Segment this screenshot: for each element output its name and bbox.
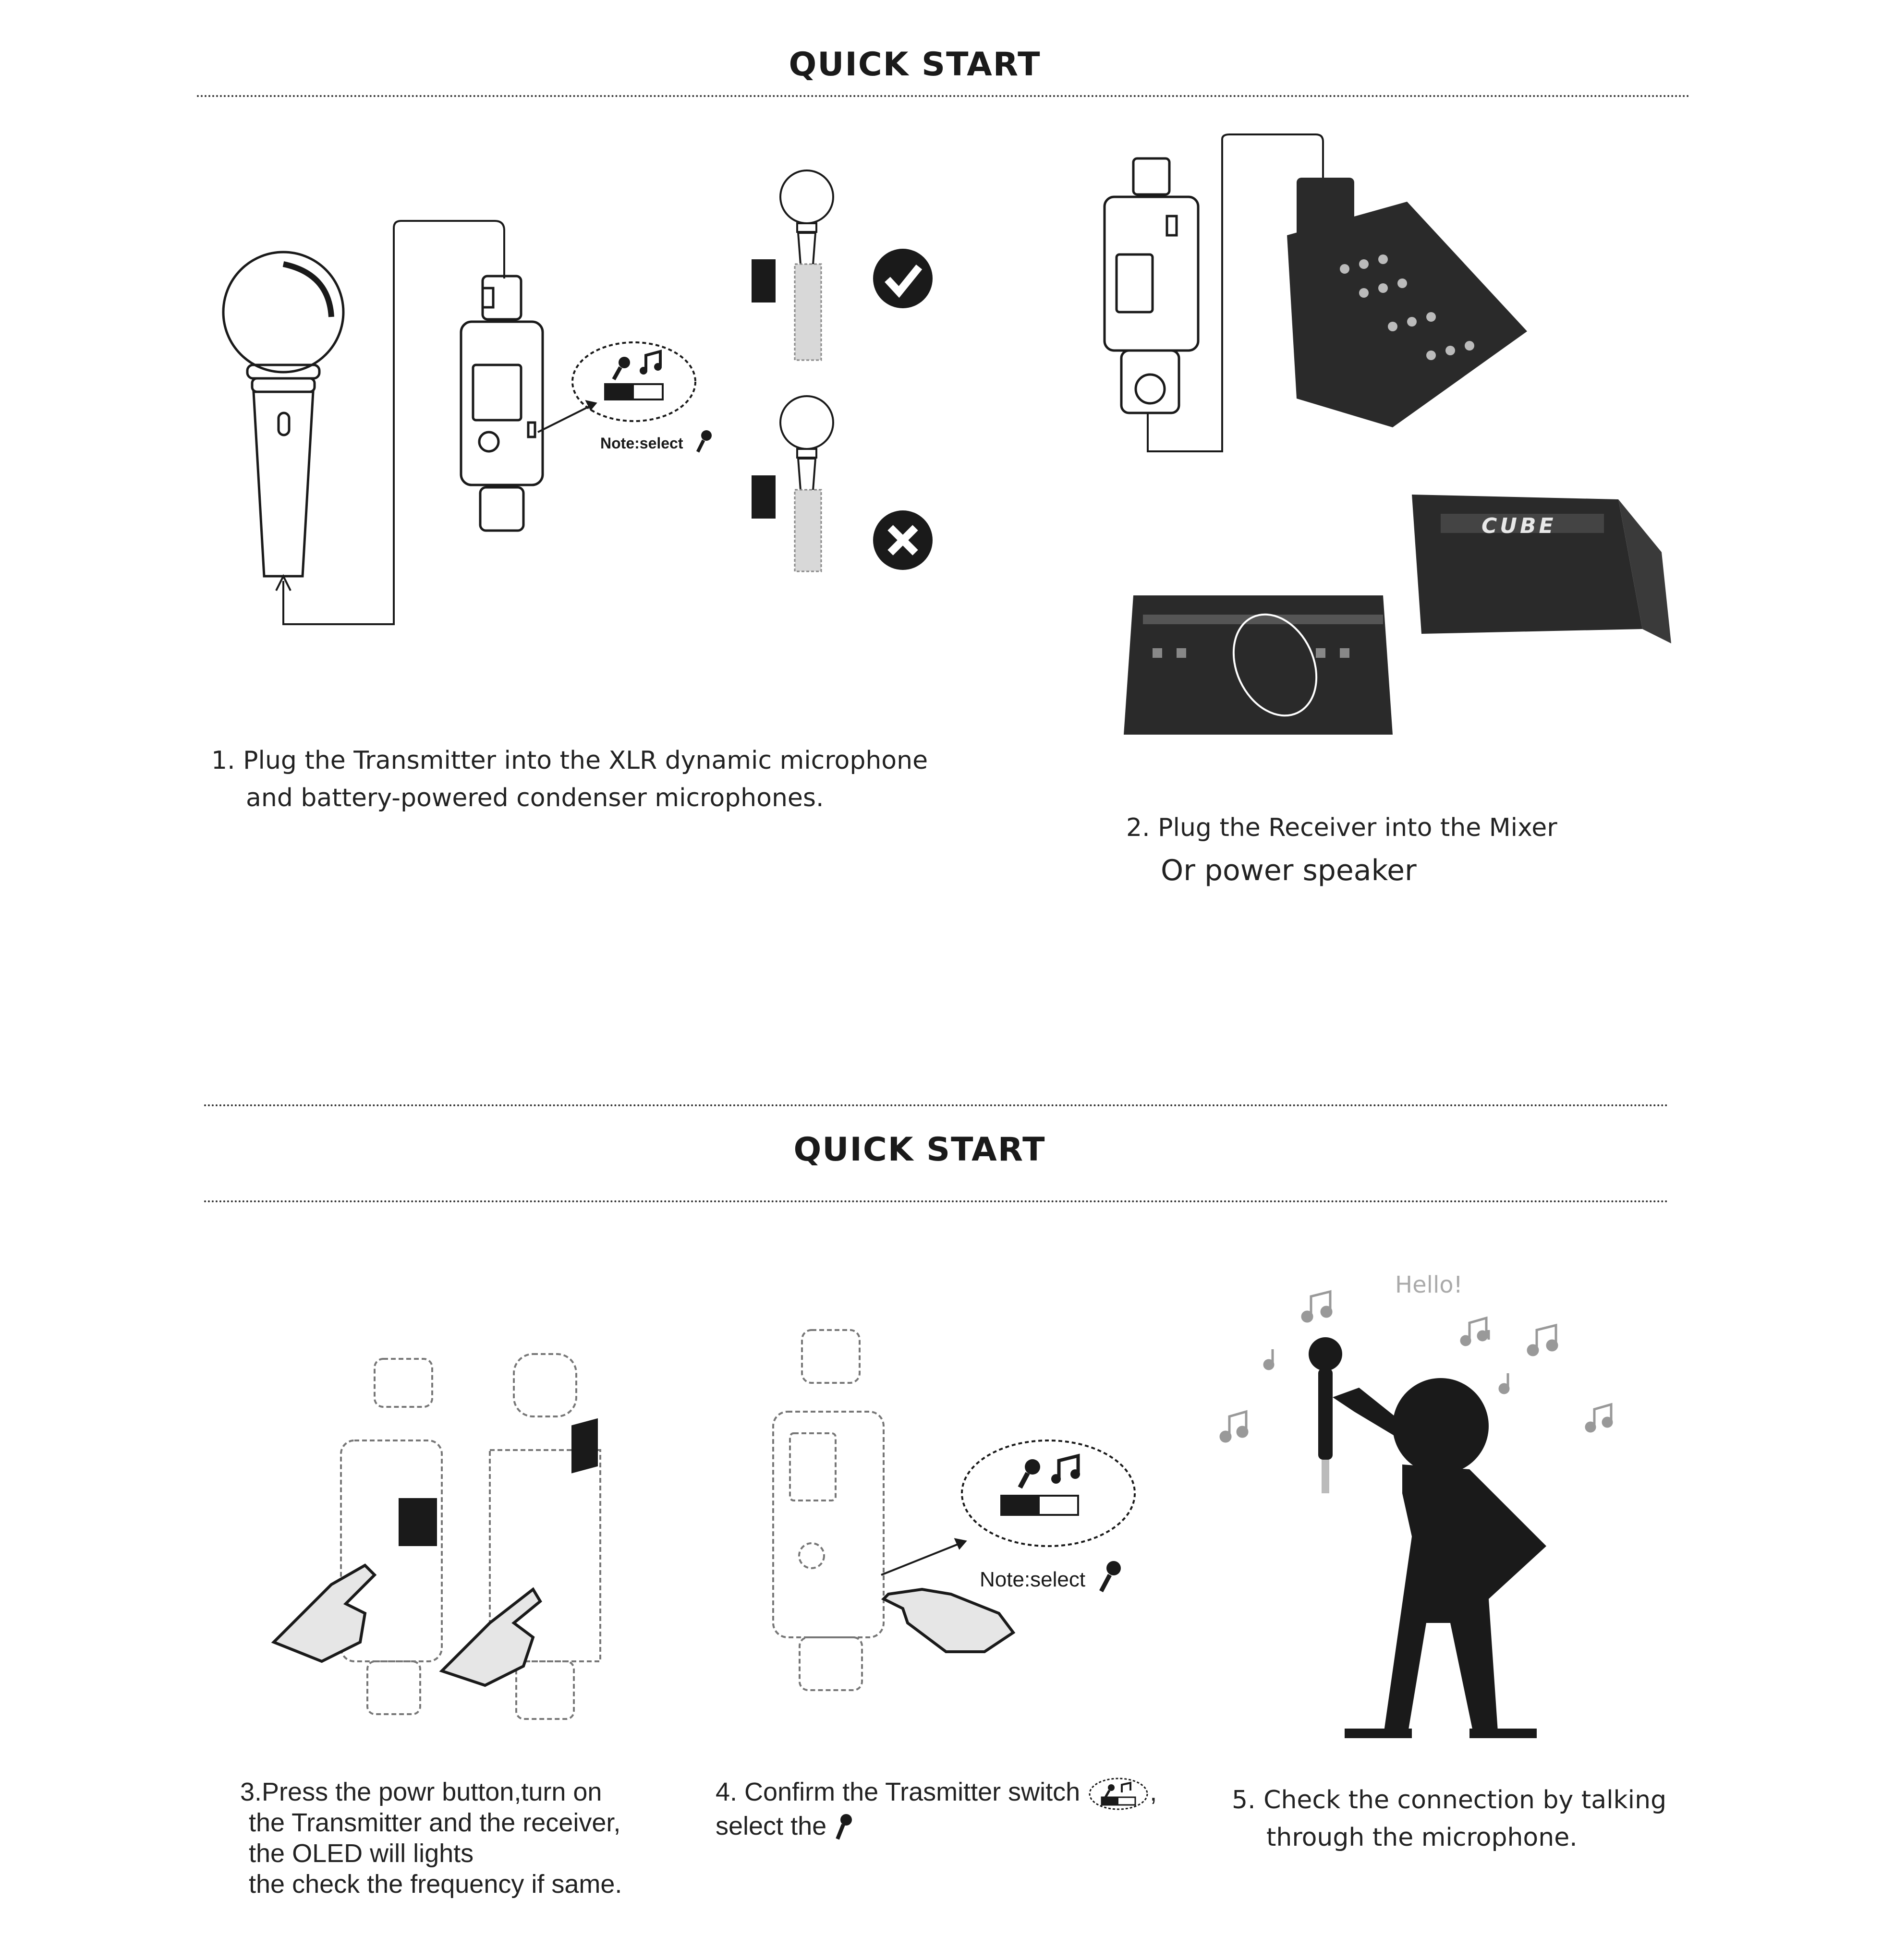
step4-caption-line2-row <box>716 1811 1239 1842</box>
step4-note-label: Note:select <box>980 1568 1086 1591</box>
pointing-hand-icon <box>884 1589 1013 1652</box>
step2-receiver-mixer <box>1095 130 1575 466</box>
step5-caption-line2: through the microphone. <box>1266 1823 1578 1852</box>
mode-switch-bubble-icon <box>962 1440 1135 1546</box>
step1-caption-line2: and battery-powered condenser microphones. <box>246 784 824 812</box>
section1-top-rule <box>197 95 1690 97</box>
step4-caption-line1-row <box>716 1777 1239 1811</box>
pointer-arrow-icon <box>881 1539 965 1575</box>
mode-switch-inline-icon <box>1087 1777 1150 1811</box>
section1-heading: QUICK START <box>789 46 1041 84</box>
dynamic-mic-correct-icon <box>752 170 833 360</box>
powered-mixer-icon <box>1124 595 1393 735</box>
cross-badge-icon <box>873 510 933 570</box>
condenser-mic-wrong-icon <box>752 396 833 571</box>
step2-caption <box>1126 809 1702 895</box>
step5-caption <box>1232 1781 1712 1856</box>
step4-caption-line1: 4. Confirm the Trasmitter switch <box>716 1778 1081 1806</box>
step3-caption <box>240 1777 768 1900</box>
step3-caption-line2: the Transmitter and the receiver, <box>249 1808 621 1837</box>
step4-illustration <box>759 1325 1153 1709</box>
step2-caption-line2: Or power speaker <box>1161 854 1417 887</box>
section2-top-rule <box>204 1104 1669 1106</box>
step2-powered-speaker <box>1114 490 1690 739</box>
step4-caption <box>716 1777 1239 1842</box>
transmitter-outline-icon <box>773 1330 884 1690</box>
pointing-hand-icon <box>274 1565 540 1685</box>
receiver-oled-icon <box>571 1418 598 1474</box>
transmitter-icon <box>461 276 543 531</box>
singer-figure-icon <box>1309 1337 1546 1738</box>
step3-caption-line1: 3.Press the powr button,turn on <box>240 1778 602 1806</box>
step1-caption <box>211 742 1028 817</box>
compat-comparison <box>749 168 941 624</box>
select-mic-icon <box>1097 1561 1121 1594</box>
transmitter-oled-icon <box>399 1498 437 1546</box>
section2-heading: QUICK START <box>793 1131 1046 1169</box>
select-mic-icon <box>834 1813 853 1842</box>
step1-caption-line1: 1. Plug the Transmitter into the XLR dynamic microphone <box>211 746 928 775</box>
receiver-icon <box>1105 158 1198 413</box>
step5-caption-line1: 5. Check the connection by talking <box>1232 1786 1667 1815</box>
step4-caption-line2: select the <box>716 1811 827 1840</box>
step2-caption-line1: 2. Plug the Receiver into the Mixer <box>1126 813 1557 842</box>
step1-note-label: Note:select <box>600 435 683 452</box>
step4-caption-line1-suffix: , <box>1150 1778 1157 1806</box>
microphone-icon <box>223 252 343 576</box>
step3-caption-line3: the OLED will lights <box>249 1839 474 1868</box>
check-badge-icon <box>873 249 933 308</box>
mixer-icon <box>1287 178 1527 427</box>
select-mic-icon <box>694 430 713 454</box>
step3-illustration <box>264 1354 672 1729</box>
amp-brand-label: CUBE <box>1481 514 1556 538</box>
speech-hello-text: Hello! <box>1395 1271 1463 1298</box>
section2-bottom-rule <box>204 1200 1669 1202</box>
step3-caption-line4: the check the frequency if same. <box>249 1870 622 1899</box>
step5-illustration <box>1201 1268 1729 1738</box>
